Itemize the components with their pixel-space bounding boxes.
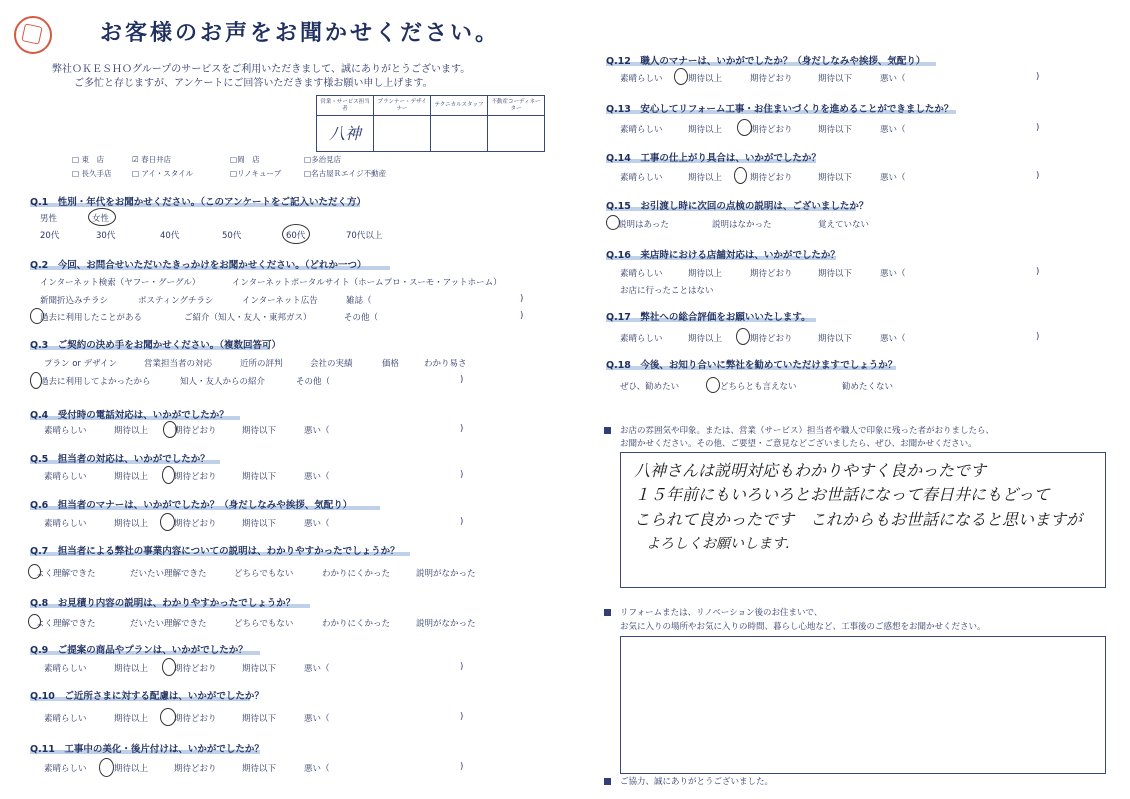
store-option[interactable]: □ 長久手店	[72, 169, 112, 178]
option[interactable]: 悪い（	[304, 472, 330, 482]
option[interactable]: 悪い（	[304, 664, 330, 674]
option[interactable]: 期待以下	[818, 125, 853, 135]
option[interactable]: 近所の評判	[240, 359, 283, 369]
option: )	[1036, 171, 1040, 181]
option[interactable]: 期待以上	[114, 664, 149, 674]
company-seal	[14, 16, 52, 54]
option[interactable]: 素晴らしい	[44, 519, 87, 529]
option[interactable]: 素晴らしい	[620, 173, 663, 183]
option[interactable]: 期待どおり	[174, 664, 217, 674]
option[interactable]: 期待どおり	[750, 334, 793, 344]
answer-circle	[99, 758, 114, 777]
option[interactable]: 期待どおり	[174, 764, 217, 774]
staff-header: テクニカルスタッフ	[431, 96, 488, 116]
answer-circle	[734, 167, 747, 184]
store-option[interactable]: □ アイ・スタイル	[132, 169, 194, 178]
staff-header: 営業・サービス担当者	[317, 96, 374, 116]
answer-circle	[28, 564, 41, 579]
option[interactable]: 素晴らしい	[620, 334, 663, 344]
option[interactable]: 悪い（	[880, 269, 906, 279]
option[interactable]: 40代	[160, 231, 180, 241]
answer-circle	[30, 308, 44, 324]
option[interactable]: 悪い（	[304, 426, 330, 436]
option[interactable]: プラン or デザイン	[44, 359, 118, 369]
answer-circle	[282, 224, 310, 244]
question-13: Q.13 安心してリフォーム工事・お住まいづくりを進めることができましたか？	[606, 104, 954, 115]
comment-line: １５年前にもいろいろとお世話になって春日井にもどって	[634, 485, 1050, 504]
option[interactable]: 悪い（	[304, 764, 330, 774]
option[interactable]: 期待以上	[114, 426, 149, 436]
option[interactable]: 50代	[222, 231, 242, 241]
option[interactable]: 20代	[40, 231, 60, 241]
comment-line: こられて良かったです これからもお世話になると思いますが	[634, 510, 1083, 529]
staff-value: 八神	[317, 116, 374, 152]
reform-prompt: リフォームまたは、リノベーション後のお住まいで、	[620, 608, 823, 618]
comment-line: よろしくお願いします．	[646, 536, 799, 552]
option: )	[460, 375, 464, 385]
question-1: Q.1 性別・年代をお聞かせください。（このアンケートをご記入いただく方）	[30, 197, 366, 208]
option[interactable]: 期待どおり	[174, 519, 217, 529]
option[interactable]: インターネット検索（ヤフー・グーグル）	[40, 278, 201, 288]
answer-circle	[162, 658, 176, 676]
option[interactable]: 勧めたくない	[842, 382, 894, 392]
answer-circle	[160, 708, 176, 726]
option[interactable]: 期待以下	[818, 269, 853, 279]
staff-table	[316, 95, 545, 152]
answer-circle	[162, 466, 175, 484]
option[interactable]: だいたい理解できた	[130, 569, 207, 579]
staff-value	[374, 116, 431, 152]
option[interactable]: 悪い（	[880, 334, 906, 344]
store-option[interactable]: □名古屋Ｒエイジ不動産	[304, 169, 387, 178]
store-option[interactable]: □多治見店	[304, 155, 342, 164]
option[interactable]: 素晴らしい	[44, 764, 87, 774]
option: )	[1036, 123, 1040, 133]
option[interactable]: 期待どおり	[750, 125, 793, 135]
option[interactable]: よく理解できた	[36, 569, 96, 579]
option[interactable]: 素晴らしい	[44, 714, 87, 724]
option[interactable]: 雑誌（	[346, 296, 372, 306]
option[interactable]: 説明がなかった	[416, 619, 476, 629]
option[interactable]: 期待以上	[688, 74, 723, 84]
option[interactable]: どちらとも言えない	[720, 382, 797, 392]
comment-line: 八神さんは説明対応もわかりやすく良かったです	[634, 461, 987, 480]
option[interactable]: 期待どおり	[174, 472, 217, 482]
store-option[interactable]: ☑ 春日井店	[132, 155, 172, 164]
question-3: Q.3 ご契約の決め手をお聞かせください。（複数回答可）	[30, 340, 282, 351]
option[interactable]: 素晴らしい	[44, 664, 87, 674]
option[interactable]: よく理解できた	[36, 619, 96, 629]
option[interactable]: 価格	[382, 359, 400, 369]
option[interactable]: 過去に利用してよかったから	[40, 377, 151, 387]
option[interactable]: 会社の実績	[310, 359, 353, 369]
answer-circle	[88, 208, 116, 226]
option[interactable]: 期待以上	[688, 125, 723, 135]
option[interactable]: 期待以下	[242, 664, 277, 674]
option: )	[460, 517, 464, 527]
reform-prompt: お気に入りの場所やお気に入りの時間、暮らし心地など、工事後のご感想をお聞かせください。	[620, 622, 986, 632]
reform-box[interactable]	[620, 636, 1106, 774]
option: )	[460, 424, 464, 434]
option[interactable]: 期待以下	[242, 519, 277, 529]
option[interactable]: 営業担当者の対応	[144, 359, 213, 369]
option[interactable]: わかり易さ	[424, 359, 467, 369]
option[interactable]: 期待以下	[242, 764, 277, 774]
answer-circle	[606, 215, 620, 230]
option[interactable]: どちらでもない	[234, 619, 294, 629]
option[interactable]: 素晴らしい	[44, 426, 87, 436]
option[interactable]: 素晴らしい	[44, 472, 87, 482]
option[interactable]: ぜひ、勧めたい	[620, 382, 680, 392]
option[interactable]: 新聞折込みチラシ	[40, 296, 109, 306]
option: )	[460, 712, 464, 722]
option[interactable]: 女性	[92, 214, 110, 224]
option[interactable]: ご紹介（知人・友人・東邦ガス）	[184, 313, 312, 323]
option[interactable]: 60代	[286, 231, 306, 241]
question-8: Q.8 お見積り内容の説明は、わかりやすかったでしょうか？	[30, 598, 296, 609]
comment-prompt: お聞かせください。その他、ご要望・ご意見などございましたら、ぜひ、お聞かせください。	[620, 439, 977, 449]
store-option[interactable]: □リノキューブ	[230, 169, 282, 178]
option[interactable]: 悪い（	[304, 714, 330, 724]
option[interactable]: 覚えていない	[818, 220, 870, 230]
option[interactable]: わかりにくかった	[322, 619, 391, 629]
store-option[interactable]: □岡 店	[230, 155, 260, 164]
answer-circle	[674, 68, 688, 85]
question-16: Q.16 来店時における店舗対応は、いかがでしたか？	[606, 250, 840, 261]
option[interactable]: 説明はなかった	[712, 220, 772, 230]
answer-circle	[706, 377, 720, 393]
answer-circle	[160, 513, 175, 531]
option[interactable]: 期待以下	[242, 714, 277, 724]
option: )	[460, 662, 464, 672]
option[interactable]: 素晴らしい	[620, 74, 663, 84]
intro-line: ご多忙と存じますが、アンケートにご回答いただきます様お願い申し上げます。	[74, 78, 433, 89]
option[interactable]: 知人・友人からの紹介	[180, 377, 266, 387]
store-option[interactable]: □ 東 店	[72, 155, 104, 164]
question-17: Q.17 弊社への総合評価をお願いいたします。	[606, 312, 811, 323]
question-6: Q.6 担当者のマナーは、いかがでしたか？（身だしなみや挨拶、気配り）	[30, 500, 353, 511]
option[interactable]: 期待以下	[242, 472, 277, 482]
question-15: Q.15 お引渡し時に次回の点検の説明は、ございましたか？	[606, 201, 869, 212]
option[interactable]: 期待以上	[114, 764, 149, 774]
answer-circle	[30, 372, 42, 389]
option: )	[1036, 332, 1040, 342]
question-10: Q.10 ご近所さまに対する配慮は、いかがでしたか？	[30, 691, 264, 702]
staff-value	[488, 116, 545, 152]
option[interactable]: お店に行ったことはない	[620, 286, 714, 296]
intro-line: 弊社ＯＫＥＳＨＯグループのサービスをご利用いただきまして、誠にありがとうございます。	[52, 64, 471, 75]
option[interactable]: 期待以下	[818, 334, 853, 344]
option: )	[460, 762, 464, 772]
option[interactable]: 期待以下	[818, 74, 853, 84]
answer-circle	[163, 421, 177, 438]
option[interactable]: 素晴らしい	[620, 269, 663, 279]
question-14: Q.14 工事の仕上がり具合は、いかがでしたか？	[606, 153, 821, 164]
option[interactable]: 素晴らしい	[620, 125, 663, 135]
option[interactable]: 70代以上	[346, 231, 383, 241]
option[interactable]: 期待どおり	[750, 173, 793, 183]
answer-circle	[736, 328, 750, 345]
question-2: Q.2 今回、お問合せいただいたきっかけをお聞かせください。（どれか一つ）	[30, 260, 367, 271]
option[interactable]: 悪い（	[880, 173, 906, 183]
option[interactable]: 期待どおり	[750, 74, 793, 84]
option: )	[460, 470, 464, 480]
option[interactable]: 期待どおり	[750, 269, 793, 279]
option[interactable]: 期待以上	[114, 472, 149, 482]
footer-thanks: ご協力、誠にありがとうございました。	[620, 777, 774, 787]
option[interactable]: 期待以上	[688, 334, 723, 344]
option[interactable]: 期待以上	[114, 714, 149, 724]
question-11: Q.11 工事中の美化・後片付けは、いかがでしたか？	[30, 744, 264, 755]
option: )	[1036, 267, 1040, 277]
option[interactable]: 期待以下	[242, 426, 277, 436]
option[interactable]: 期待以下	[818, 173, 853, 183]
comment-prompt: お店の雰囲気や印象。または、営業（サービス）担当者や職人で印象に残った者がおりましたら、	[620, 426, 995, 436]
question-5: Q.5 担当者の対応は、いかがでしたか？	[30, 454, 210, 465]
option[interactable]: だいたい理解できた	[130, 619, 207, 629]
answer-circle	[28, 614, 41, 629]
option[interactable]: その他（	[344, 313, 379, 323]
option[interactable]: わかりにくかった	[322, 569, 391, 579]
option[interactable]: インターネット広告	[242, 296, 318, 306]
question-18: Q.18 今後、お知り合いに弊社を勧めていただけますでしょうか？	[606, 360, 898, 371]
staff-header: プランナー・デザイナー	[374, 96, 431, 116]
option[interactable]: 悪い（	[880, 74, 906, 84]
staff-value	[431, 116, 488, 152]
option[interactable]: どちらでもない	[234, 569, 294, 579]
section-bullet-icon	[604, 427, 611, 434]
option: )	[520, 311, 524, 321]
option[interactable]: インターネットポータルサイト（ホームプロ・スーモ・アットホーム）	[232, 278, 502, 288]
option[interactable]: 期待以上	[114, 519, 149, 529]
option[interactable]: 期待どおり	[174, 426, 217, 436]
staff-header: 不動産コーディネーター	[488, 96, 545, 116]
option[interactable]: 悪い（	[304, 519, 330, 529]
option[interactable]: ポスティングチラシ	[138, 296, 214, 306]
option[interactable]: 説明がなかった	[416, 569, 476, 579]
option[interactable]: 悪い（	[880, 125, 906, 135]
option[interactable]: 期待以上	[688, 173, 723, 183]
option[interactable]: 説明はあった	[618, 220, 669, 230]
option[interactable]: その他（	[296, 377, 331, 387]
question-9: Q.9 ご提案の商品やプランは、いかがでしたか？	[30, 645, 248, 656]
option: )	[1036, 72, 1040, 82]
answer-circle	[737, 119, 752, 136]
option[interactable]: 男性	[40, 214, 58, 224]
question-4: Q.4 受付時の電話対応は、いかがでしたか？	[30, 410, 229, 421]
question-7: Q.7 担当者による弊社の事業内容についての説明は、わかりやすかったでしょうか？	[30, 546, 400, 557]
option[interactable]: 過去に利用したことがある	[40, 313, 143, 323]
page-title: お客様のお声をお聞かせください。	[100, 21, 501, 46]
section-bullet-icon	[604, 778, 611, 785]
option[interactable]: 期待どおり	[174, 714, 217, 724]
section-bullet-icon	[604, 609, 611, 616]
option[interactable]: 期待以上	[688, 269, 723, 279]
question-12: Q.12 職人のマナーは、いかがでしたか？（身だしなみや挨拶、気配り）	[606, 56, 926, 67]
option: )	[520, 294, 524, 304]
option[interactable]: 30代	[96, 231, 116, 241]
